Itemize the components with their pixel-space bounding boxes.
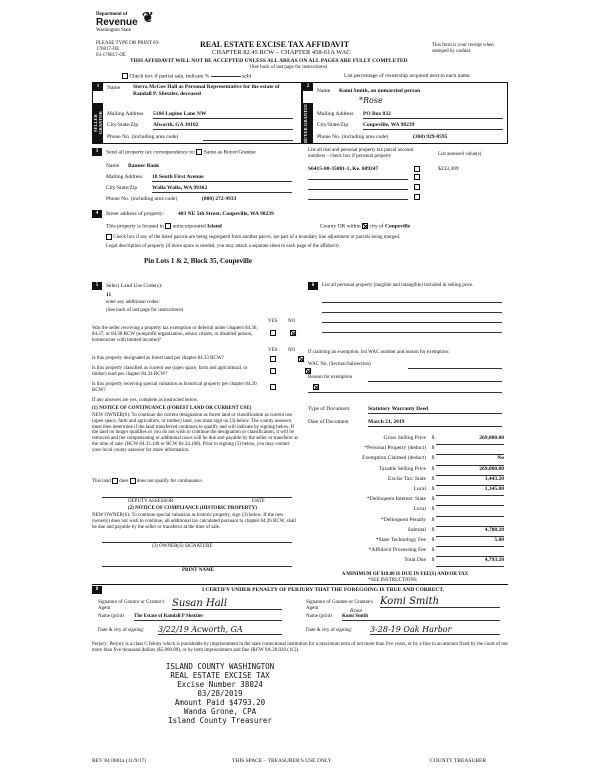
unincorporated-checkbox[interactable] [165, 223, 171, 229]
forest-no-checkbox[interactable] [298, 356, 304, 362]
tax-value[interactable] [436, 517, 504, 527]
tax-value[interactable]: 269,000.00 [436, 466, 504, 476]
receipt-note: This form is your receipt when stamped by cashier. [432, 43, 494, 54]
grantor-date-city[interactable]: 3/22/19 Acworth, GA [158, 625, 282, 635]
segregated-checkbox[interactable] [106, 234, 112, 240]
tax-value[interactable] [436, 496, 504, 506]
tax-value[interactable] [436, 547, 504, 557]
tax-label: Gross Selling Price [383, 435, 426, 441]
property-section: 4 Street address of property: 403 NE 5th Street, Coupeville, WA 98239 This property is located in unincorporated Island County OR within city of Coupeville Check box if any of the listed parcels are being segregated from another parcel, are part of a boundary line adjustment or parcels being merged. Legal description of property (if more space is needed, you may attach a separate sheet to each page of the affidavit) Pin Lots 1 & 2, Block 35, Coupeville [92, 210, 508, 268]
tax-row [308, 445, 504, 455]
certification-section: 8 I CERTIFY UNDER PENALTY OF PERJURY THAT THE FOREGOING IS TRUE AND CORRECT. Signature of Grantor or Grantor's Agent Susan Hall Name (print) The Estate of Randall P Shetzler Date & city of signing: 3/22/19 Acworth, GA Signature of Grantee or Grantee's Agent Komi Smith Name (print) Rose Komi Smith Date & city of signing: 3-28-19 Oak Harbor Perjury: Perjury is a class C felony which is punishable by imprisonment in the state correctional institution for a maximum term of not more than five years, or by a fine in an amount fixed by the court of not more than five thousand dollars ($5,000.00), or by both imprisonment and fine (RCW 9A.20.020 (1C)). [92, 584, 508, 664]
dollar-sign: $ [431, 445, 435, 452]
dollar-sign: $ [431, 485, 435, 492]
tax-value[interactable]: 269,000.00 [436, 435, 504, 445]
parcel-checkbox-4[interactable] [414, 194, 420, 200]
grantor-print-name[interactable]: The Estate of Randall P Shetzler [134, 614, 282, 621]
buyer-side-label: BUYER GRANTEE [303, 103, 313, 143]
tax-label: *Delinquent Interest: State [367, 496, 426, 503]
dollar-sign: $ [431, 557, 435, 564]
partial-sale-checkbox[interactable] [122, 73, 128, 79]
buyer-handwritten-note: *Rose [359, 96, 383, 105]
seller-side-label: SELLER GRANTOR [93, 103, 103, 143]
exempt-no-checkbox[interactable] [290, 330, 296, 336]
correspondence-name[interactable]: Banner Bank [128, 163, 160, 169]
buyer-section: 2 BUYER GRANTEE Name Komi Smith, an unmarried person *Rose Mailing Address PO Box 832 City/State/Zip Coupeville, WA 98239 Phone No. (including area code) (360) 929-8595 [302, 82, 508, 144]
tax-label: Taxable Selling Price [379, 465, 426, 472]
dollar-sign: $ [431, 526, 435, 533]
tax-row [308, 486, 504, 496]
parcel-checkbox-3[interactable] [414, 184, 420, 190]
tax-row [308, 517, 504, 527]
owner-signature-line[interactable] [102, 542, 292, 543]
form-code-2: 03-170817-OE [96, 53, 126, 58]
dollar-sign: $ [431, 536, 435, 543]
tax-label: *Delinquent Penalty [380, 516, 426, 523]
parcels-section: List all real and personal property tax parcel account numbers – check box if personal property List assessed value(s) S6415-00-35001-1, Ke. 609247 $233,309 [302, 146, 508, 206]
property-street[interactable]: 403 NE 5th Street, Coupeville, WA 98239 [178, 211, 274, 217]
tax-value[interactable]: No [436, 455, 504, 465]
tax-row [308, 496, 504, 506]
certify-statement: I CERTIFY UNDER PENALTY OF PERJURY THAT THE FOREGOING IS TRUE AND CORRECT. [202, 587, 445, 593]
within-city-checkbox[interactable] [362, 223, 368, 229]
document-date[interactable]: March 21, 2019 [368, 419, 502, 427]
city-value: Coupeville [385, 223, 411, 230]
stamp-line: Wanda Grone, CPA [183, 707, 257, 716]
land-use-section: 5 Select Land Use Code(s): 11 enter any additional codes: (See back of last page for instructions) YES NO Was the seller receiving a property tax exemption or deferral under chapters 84.36, 84.37, or 84.38 RCW (nonprofit organization, senior citizen, or disabled person, homeowner with limited income)? YES NO Is this property designated as forest land per chapter 84.33 RCW? Is this property classified as current use (open space, farm and agricultural, or timber) land per chapter 84.34 RCW? Is this property receiving special valuation as historical property per chapter 84.26 RCW? If any answers are yes, complete as instructed below. (1) NOTICE OF CONTINUANCE (FOREST LAND OR CURRENT USE) NEW OWNER(S): To continue the current designation as forest land or classification as current use (open space, farm and agriculture, or timber) land, you must sign on (3) below. The county assessor must then determine if the land transferred continues to qualify and will indicate by signing below. If the land no longer qualifies or you do not wish to continue the designation or classification, it will be removed and the compensating or additional taxes will be due and payable by the seller or transferor at the time of sale. (RCW 84.33.140 or RCW 84.34.108). Prior to signing (3) below, you may contact your local county assessor for more information. This land does does not qualify for continuance. DEPUTY ASSESSOR DATE (2) NOTICE OF COMPLIANCE (HISTORIC PROPERTY) NEW OWNER(S): To continue special valuation as historic property, sign (3) below. If the new owner(s) does not wish to continue, all additional tax calculated pursuant to chapter 84.26 RCW, shall be due and payable by the seller or transferor at the time of sale. (3) OWNER(S) SIGNATURE PRINT NAME [92, 282, 304, 562]
dollar-sign: $ [431, 455, 435, 462]
historic-yes-checkbox[interactable] [270, 384, 276, 390]
logo-mark-icon: ❦ [142, 11, 154, 26]
county-value: Island [207, 223, 222, 230]
seller-mailing[interactable]: 5166 Lupine Lane NW [153, 111, 293, 119]
partial-pct-field[interactable] [211, 76, 241, 77]
treasurer-use-label: THIS SPACE – TREASURER'S USE ONLY [232, 758, 332, 764]
tax-row [308, 435, 504, 445]
dollar-sign: $ [431, 496, 435, 503]
does-not-qualify-checkbox[interactable] [130, 478, 136, 484]
grantee-signature[interactable]: Komi Smith [380, 596, 500, 608]
tax-computation-section: 6 List all personal property (tangible and intangible) included in selling price. If claiming an exemption, list WAC number and reason for exemption: WAC No. (Section/Subsection) Reason for exemption Type of Document Statutory Warranty Deed Date of Document March 21, 2019 Gross Selling Price $ 269,000.00 *Personal Property (deduct) $ Exemption Claimed (deduct) $ No Taxable Selling Price $ 269,000.00 Excise Tax: State $ 3,443.20 Local $ 1,345.00 *Delinquent Interest: State $ Local $ *Delinquent Penalty $ Subtotal $ 4,788.20 *State Technology Fee $ 5.00 *Affidavit Processing Fee $ Total Due $ 4,793.20 A MINIMUM OF $10.00 IS DUE IN FEE(S) AND/OR TAX *SEE INSTRUCTIONS [308, 282, 508, 582]
see-back: (See back of last page for instructions) [250, 65, 328, 70]
tax-value[interactable]: 1,345.00 [436, 486, 504, 496]
partial-sale-row: Check box if partial sale, indicate % sold [122, 73, 251, 80]
tax-label: Exemption Claimed (deduct) [362, 455, 426, 462]
stamp-line: 03/28/2019 [197, 689, 243, 698]
dollar-sign: $ [431, 435, 435, 441]
dollar-sign: $ [431, 516, 435, 523]
stamp-line: Excise Number 38024 [177, 680, 263, 689]
tax-row [308, 476, 504, 486]
tax-label: Excise Tax: State [387, 475, 426, 482]
current-use-yes-checkbox[interactable] [270, 368, 276, 374]
seller-name[interactable]: Sierra McGee Hall as Personal Representative for the estate of Randall P. Shetzler, deceased [133, 84, 280, 97]
list-pct-note: List percentage of ownership acquired next to each name. [344, 73, 471, 79]
parcel-number[interactable]: S6415-00-35001-1, Ke. 609247 [308, 166, 379, 172]
dor-logo: Department of Revenue Washington State ❦ [96, 11, 154, 33]
minimum-note: A MINIMUM OF $10.00 IS DUE IN FEE(S) AND/OR TAX [341, 572, 469, 577]
stamp-line: Island County Treasurer [168, 716, 272, 725]
tax-table [308, 435, 504, 567]
buyer-phone[interactable]: (360) 929-8595 [413, 134, 448, 140]
tax-value[interactable] [436, 506, 504, 516]
tax-label: *State Technology Fee [375, 536, 426, 543]
tax-value[interactable]: 3,443.20 [436, 476, 504, 486]
county-treasurer-label: COUNTY TREASURER [430, 758, 487, 764]
perjury-notice: Perjury: Perjury is a class C felony which is punishable by imprisonment in the state correctional institution for a maximum term of not more than five years, or by a fine in an amount fixed by the court of not more than five thousand dollars ($5,000.00), or by both imprisonment and fine (RCW 9A.20.020 (1C)). [92, 642, 508, 653]
seller-section: 1 SELLER GRANTOR Name Sierra McGee Hall as Personal Representative for the estate of Randall P. Shetzler, deceased Mailing Address 5166 Lupine Lane NW City/State/Zip Alworth, GA 30102 Phone No. (including area code) [92, 82, 302, 144]
assessed-value[interactable]: $233,309 [438, 166, 459, 172]
grantee-print-name[interactable]: Komi Smith [342, 614, 500, 621]
tax-row [308, 537, 504, 547]
dollar-sign: $ [431, 465, 435, 472]
seller-city[interactable]: Alworth, GA 30102 [153, 122, 293, 130]
tax-value[interactable]: 4,788.20 [436, 527, 504, 537]
land-use-code[interactable]: 11 [106, 292, 112, 298]
tax-value[interactable]: 5.00 [436, 537, 504, 547]
tax-row [308, 527, 504, 537]
document-type[interactable]: Statutory Warranty Deed [368, 406, 502, 414]
form-code: 170817-OE [96, 47, 120, 52]
seller-phone[interactable] [203, 134, 293, 141]
exempt-yes-checkbox[interactable] [270, 330, 276, 336]
legal-description[interactable]: Pin Lots 1 & 2, Block 35, Coupeville [144, 257, 252, 265]
tax-label: *Affidavit Processing Fee [368, 547, 426, 554]
treasurer-stamp [100, 662, 340, 725]
personal-property-checkbox[interactable] [414, 166, 420, 172]
dollar-sign: $ [431, 547, 435, 554]
tax-label: Local [413, 506, 426, 513]
does-qualify-checkbox[interactable] [112, 478, 118, 484]
form-revision: REV 84 0001a (11/9/17) [92, 758, 147, 764]
tax-value[interactable]: 4,793.20 [436, 557, 504, 567]
tax-row [308, 466, 504, 476]
buyer-name[interactable]: Komi Smith, an unmarried person [339, 88, 421, 94]
buyer-city[interactable]: Coupeville, WA 98239 [363, 122, 503, 130]
stamp-line: Amount Paid $4793.20 [174, 698, 266, 707]
grantor-signature[interactable]: Susan Hall [172, 598, 282, 610]
see-instructions: *SEE INSTRUCTIONS [368, 578, 417, 583]
type-note: PLEASE TYPE OR PRINT 03- [96, 41, 160, 46]
form-title: REAL ESTATE EXCISE TAX AFFIDAVIT [200, 40, 350, 49]
parcel-checkbox-2[interactable] [414, 174, 420, 180]
grantee-name-note: Rose [350, 608, 363, 614]
tax-row [308, 455, 504, 465]
tax-row [308, 557, 504, 567]
buyer-mailing[interactable]: PO Box 832 [363, 111, 503, 119]
tax-label: Local [413, 485, 426, 492]
tax-row [308, 506, 504, 516]
stamp-line: REAL ESTATE EXCISE TAX [170, 671, 270, 680]
correspondence-phone[interactable]: (800) 272-9933 [202, 196, 237, 202]
dollar-sign: $ [431, 506, 435, 513]
forest-yes-checkbox[interactable] [270, 356, 276, 362]
grantee-date-city[interactable]: 3-28-19 Oak Harbor [370, 625, 500, 635]
correspondence-mailing[interactable]: 10 South First Avenue [152, 174, 292, 182]
same-as-buyer-checkbox[interactable] [196, 149, 202, 155]
stamp-line: ISLAND COUNTY WASHINGTON [165, 662, 275, 671]
dollar-sign: $ [431, 475, 435, 482]
correspondence-city[interactable]: Walla Walla, WA 99362 [152, 185, 292, 193]
tax-label: Total Due [404, 557, 426, 564]
warning-line: THIS AFFIDAVIT WILL NOT BE ACCEPTED UNLESS ALL AREAS ON ALL PAGES ARE FULLY COMPLETED [130, 58, 408, 64]
owner-print-name-line[interactable] [102, 566, 292, 567]
chapter-line: CHAPTER 82.45 RCW – CHAPTER 458-61A WAC [212, 49, 351, 56]
tax-label: *Personal Property (deduct) [364, 445, 426, 452]
tax-value[interactable] [436, 445, 504, 455]
tax-correspondence-section: 3 Send all property tax correspondence to: Same as Buyer/Grantee Name Banner Bank Mailing Address 10 South First Avenue City/State/Zip Walla Walla, WA 99362 Phone No. (including area code) (800) 272-9933 [92, 146, 302, 206]
tax-label: Subtotal [407, 526, 426, 533]
tax-row [308, 547, 504, 557]
